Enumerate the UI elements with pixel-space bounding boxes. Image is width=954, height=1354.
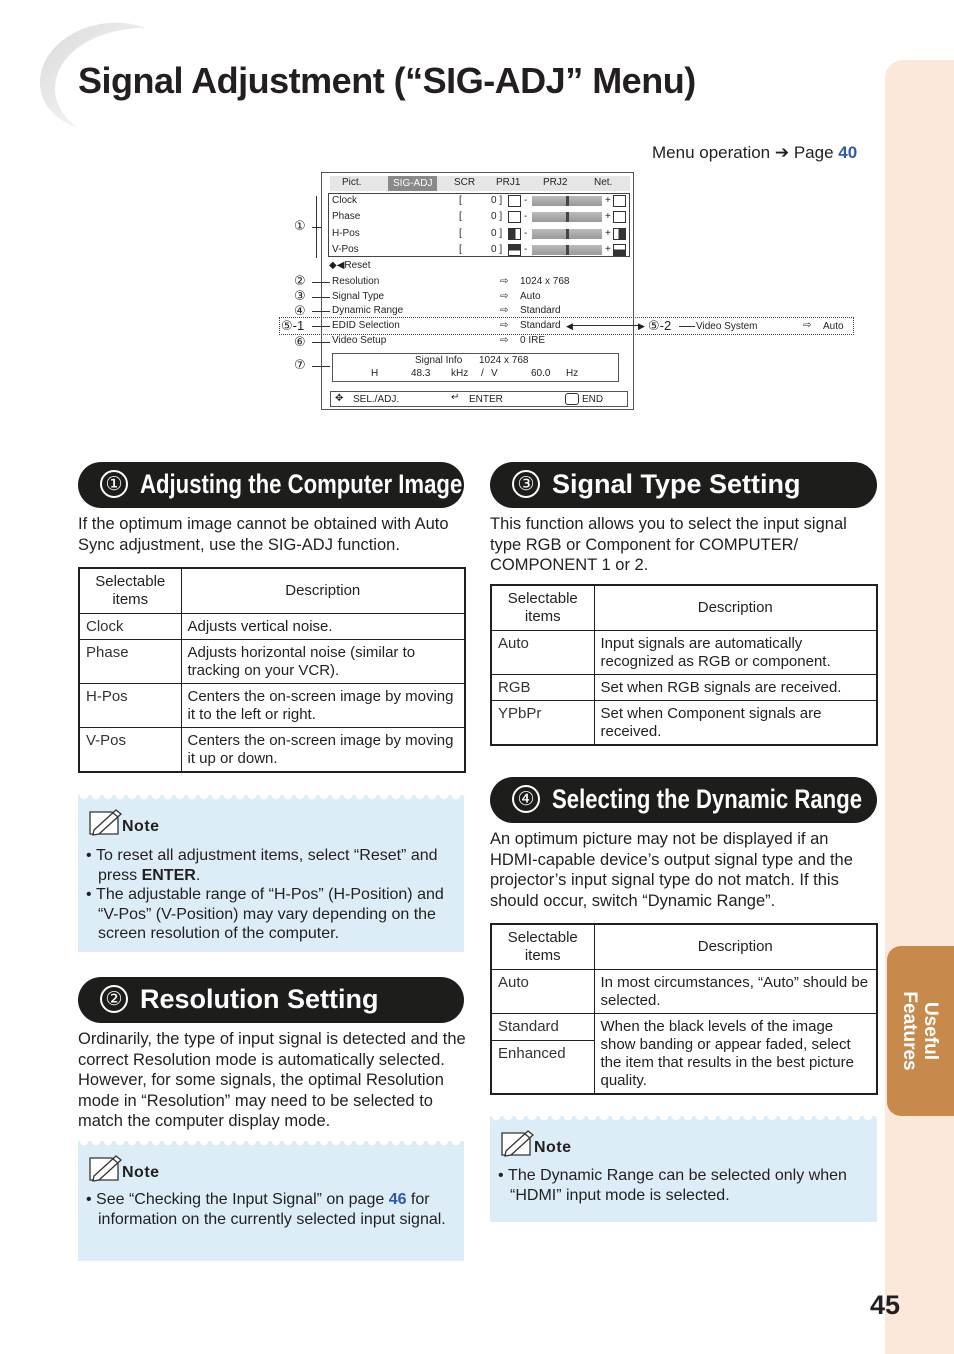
table-cell-desc: In most circumstances, “Auto” should be selected. xyxy=(594,969,877,1013)
note-label: Note xyxy=(122,818,160,835)
clock-icon xyxy=(508,195,521,207)
menu-operation-text: Menu operation ➔ Page xyxy=(652,143,839,162)
item-enhanced: Enhanced xyxy=(498,1044,566,1062)
table-header: Selectable items xyxy=(79,568,181,613)
osd-reset-label: Reset xyxy=(344,260,371,271)
table-header: Selectable items xyxy=(491,924,594,969)
section-1-number: ① xyxy=(100,470,128,498)
osd-bracket: [ xyxy=(459,228,462,239)
osd-minus: - xyxy=(524,244,528,255)
table-header: Description xyxy=(181,568,465,613)
note-label: Note xyxy=(534,1139,572,1156)
section-2-header xyxy=(78,977,464,1023)
note-3-body xyxy=(498,1166,868,1205)
table-cell-desc: Adjusts horizontal noise (similar to tracking on your VCR). xyxy=(181,639,465,683)
pencil-note-icon xyxy=(498,1129,536,1159)
note-text: The adjustable range of “H-Pos” (H-Position) and “V-Pos” (V-Position) may vary depending on the screen resolution of the computer. xyxy=(96,886,444,942)
note-bullet: • To reset all adjustment items, select “Reset” and press ENTER. xyxy=(86,847,438,884)
osd-item-edid-selection: EDID Selection xyxy=(332,320,400,331)
page-link[interactable]: 46 xyxy=(388,1191,407,1208)
table-cell-item: RGB xyxy=(491,674,594,700)
osd-plus: + xyxy=(605,244,611,255)
osd-menu-screen xyxy=(321,172,634,410)
section-2-number: ② xyxy=(100,985,128,1013)
arrow-right-icon: ▶ xyxy=(638,321,645,331)
arrow-right-icon: ⇨ xyxy=(500,305,509,316)
note-border xyxy=(78,795,464,803)
osd-plus: + xyxy=(605,228,611,239)
table-cell-desc: When the black levels of the image show banding or appear faded, select the item that results in the best picture quality. xyxy=(594,1013,877,1094)
table-cell-item: Clock xyxy=(79,613,181,639)
section-1-header xyxy=(78,462,464,508)
table-row xyxy=(491,630,877,674)
double-arrow-line xyxy=(572,325,642,326)
note-bullet: • See “Checking the Input Signal” on page 46 for information on the currently selected input signal. xyxy=(86,1191,446,1228)
table-row xyxy=(79,683,465,727)
callout-5-2 xyxy=(648,318,671,334)
osd-adjust-value: 0 ] xyxy=(491,244,503,255)
arrow-right-icon: ⇨ xyxy=(803,320,812,331)
osd-footer xyxy=(330,391,628,407)
section-4-header xyxy=(490,777,877,823)
table-cell-item: Auto xyxy=(491,630,594,674)
osd-plus: + xyxy=(605,195,611,206)
callout-3: ③ xyxy=(294,288,306,303)
table-cell-desc: Adjusts vertical noise. xyxy=(181,613,465,639)
callout-line xyxy=(312,311,330,312)
callout-line xyxy=(312,326,330,327)
table-row xyxy=(79,727,465,772)
pencil-note-icon xyxy=(86,1154,124,1184)
callout-5-suffix: -1 xyxy=(292,318,305,333)
section-2-title: Resolution Setting xyxy=(140,984,379,1014)
note-2-body xyxy=(86,1190,456,1229)
section-1-table xyxy=(78,567,466,773)
page-number: 45 xyxy=(870,1290,901,1320)
callout-5-suffix: -2 xyxy=(659,318,672,333)
note-label: Note xyxy=(122,1164,160,1181)
callout-line xyxy=(312,282,330,283)
note-bullet: • The adjustable range of “H-Pos” (H-Position) and “V-Pos” (V-Position) may vary depending on the screen resolution of the computer. xyxy=(86,886,444,942)
osd-value-edid-selection: Standard xyxy=(520,320,561,331)
table-cell-desc: Centers the on-screen image by moving it to the left or right. xyxy=(181,683,465,727)
callout-line xyxy=(312,227,322,228)
note-border xyxy=(78,1141,464,1149)
vpos-icon xyxy=(508,244,521,256)
note-text: for information on the currently selected input signal. xyxy=(98,1191,446,1228)
section-3-number: ③ xyxy=(512,470,540,498)
osd-slider-vpos[interactable] xyxy=(532,245,602,255)
phase-icon xyxy=(508,211,521,223)
osd-value-dynamic-range: Standard xyxy=(520,305,561,316)
callout-line xyxy=(679,326,695,327)
osd-tab-pict: Pict. xyxy=(342,177,362,188)
note-1-body xyxy=(86,846,456,944)
section-1-intro: If the optimum image cannot be obtained with Auto Sync adjustment, use the SIG-ADJ function. xyxy=(78,515,449,554)
signal-info-h-unit: kHz xyxy=(451,368,469,379)
callout-bracket xyxy=(316,196,317,258)
section-4-number: ④ xyxy=(512,785,540,813)
osd-item-dynamic-range: Dynamic Range xyxy=(332,305,404,316)
osd-item-resolution: Resolution xyxy=(332,276,380,287)
osd-signal-info-box xyxy=(332,353,619,382)
section-4-title: Selecting the Dynamic Range xyxy=(552,784,863,814)
osd-item-clock: Clock xyxy=(332,195,358,206)
osd-bracket: [ xyxy=(459,195,462,206)
table-cell-item: H-Pos xyxy=(79,683,181,727)
table-cell-item: Phase xyxy=(79,639,181,683)
callout-6: ⑥ xyxy=(294,334,306,349)
enter-icon: ↵ xyxy=(451,392,460,403)
osd-adjust-value: 0 ] xyxy=(491,195,503,206)
note-box-1 xyxy=(78,795,464,952)
osd-footer-end: END xyxy=(582,394,604,405)
arrow-left-icon: ◀ xyxy=(566,321,573,331)
osd-tab-prj2: PRJ2 xyxy=(543,177,568,188)
osd-plus: + xyxy=(605,211,611,222)
note-text: See “Checking the Input Signal” on page xyxy=(96,1191,389,1208)
osd-tab-sig-adj: SIG-ADJ xyxy=(388,176,437,191)
hpos-icon xyxy=(508,228,521,240)
table-header: Description xyxy=(594,924,877,969)
side-strip xyxy=(885,60,954,1354)
osd-minus: - xyxy=(524,195,528,206)
table-cell-desc: Input signals are automatically recognized as RGB or component. xyxy=(594,630,877,674)
video-system-label: Video System xyxy=(696,321,758,332)
table-row xyxy=(491,674,877,700)
osd-slider-phase[interactable] xyxy=(532,212,602,222)
table-cell-desc: Set when RGB signals are received. xyxy=(594,674,877,700)
osd-footer-enter: ENTER xyxy=(469,394,503,405)
osd-item-vpos: V-Pos xyxy=(332,244,359,255)
osd-bracket: [ xyxy=(459,211,462,222)
callout-2: ② xyxy=(294,273,306,288)
callout-7: ⑦ xyxy=(294,357,306,372)
table-cell-desc: Centers the on-screen image by moving it up or down. xyxy=(181,727,465,772)
table-cell-desc: Set when Component signals are received. xyxy=(594,700,877,745)
signal-info-label: Signal Info xyxy=(415,355,463,366)
osd-minus: - xyxy=(524,228,528,239)
osd-value-signal-type: Auto xyxy=(520,291,541,302)
callout-line xyxy=(312,342,330,343)
note-border xyxy=(490,1116,877,1124)
osd-minus: - xyxy=(524,211,528,222)
pencil-note-icon xyxy=(86,808,124,838)
table-header: Description xyxy=(594,585,877,630)
osd-value-video-setup: 0 IRE xyxy=(520,335,546,346)
table-row xyxy=(79,613,465,639)
signal-info-v-label: V xyxy=(491,368,498,379)
osd-slider-hpos[interactable] xyxy=(532,229,602,239)
video-system-value: Auto xyxy=(823,321,844,332)
section-3-intro: This function allows you to select the input signal type RGB or Component for COMPUTER/ COMPONENT 1 or 2. xyxy=(490,515,847,574)
section-4-table xyxy=(490,923,878,1095)
osd-item-signal-type: Signal Type xyxy=(332,291,385,302)
callout-line xyxy=(312,366,330,367)
note-box-3 xyxy=(490,1116,877,1222)
signal-info-resolution: 1024 x 768 xyxy=(479,355,529,366)
table-cell-item: V-Pos xyxy=(79,727,181,772)
phase-icon xyxy=(613,211,626,223)
dpad-icon: ✥ xyxy=(335,393,344,404)
note-text: The Dynamic Range can be selected only when “HDMI” input mode is selected. xyxy=(508,1167,847,1204)
page-title: Signal Adjustment (“SIG-ADJ” Menu) xyxy=(78,60,696,101)
vpos-icon xyxy=(613,244,626,256)
callout-line xyxy=(312,297,330,298)
osd-item-phase: Phase xyxy=(332,211,361,222)
section-3-table xyxy=(490,584,878,746)
note-text: To reset all adjustment items, select “Reset” and press xyxy=(96,847,438,884)
arrow-right-icon: ⇨ xyxy=(500,320,509,331)
signal-info-h-label: H xyxy=(371,368,379,379)
osd-value-resolution: 1024 x 768 xyxy=(520,276,570,287)
signal-info-h-value: 48.3 xyxy=(411,368,431,379)
osd-bracket: [ xyxy=(459,244,462,255)
osd-tab-net: Net. xyxy=(594,177,613,188)
signal-info-separator: / xyxy=(481,368,484,379)
menu-operation-page-link[interactable]: 40 xyxy=(838,143,858,162)
note-box-2 xyxy=(78,1141,464,1261)
note-bullet: • The Dynamic Range can be selected only when “HDMI” input mode is selected. xyxy=(498,1167,847,1204)
section-1-title: Adjusting the Computer Image xyxy=(140,469,463,499)
section-2-intro: Ordinarily, the type of input signal is detected and the correct Resolution mode is automatically selected. However, for some signals, the optimal Resolution mode in “Resolution” may need to be selected to match the computer display mode. xyxy=(78,1030,466,1130)
callout-5-1 xyxy=(281,318,304,334)
side-tab-label xyxy=(899,991,941,1070)
table-cell-item xyxy=(491,1013,594,1094)
arrow-right-icon: ⇨ xyxy=(500,291,509,302)
section-4-intro: An optimum picture may not be displayed if an HDMI-capable device’s output signal type and the projector’s input signal type do not match. If this should occur, switch “Dynamic Range”. xyxy=(490,830,853,910)
item-standard: Standard xyxy=(492,1014,594,1041)
signal-info-v-unit: Hz xyxy=(566,368,579,379)
callout-5-num: ⑤ xyxy=(281,318,293,333)
osd-item-video-setup: Video Setup xyxy=(332,335,387,346)
table-cell-item: Auto xyxy=(491,969,594,1013)
section-3-header xyxy=(490,462,877,508)
reset-icon: ◆◀ xyxy=(329,260,345,271)
callout-4: ④ xyxy=(294,303,306,318)
table-cell-item: YPbPr xyxy=(491,700,594,745)
section-3-title: Signal Type Setting xyxy=(552,469,801,499)
clock-icon xyxy=(613,195,626,207)
arrow-right-icon: ⇨ xyxy=(500,276,509,287)
signal-info-v-value: 60.0 xyxy=(531,368,551,379)
table-row xyxy=(491,700,877,745)
side-tab-line-1: Useful xyxy=(920,1001,941,1061)
osd-tab-scr: SCR xyxy=(454,177,476,188)
osd-reset-row[interactable] xyxy=(329,260,371,271)
table-row xyxy=(491,969,877,1013)
table-row xyxy=(491,1013,877,1094)
table-row xyxy=(79,639,465,683)
side-tab-line-2: Features xyxy=(899,991,920,1071)
end-icon xyxy=(565,393,579,405)
hpos-icon xyxy=(613,228,626,240)
menu-operation-ref xyxy=(652,143,857,163)
table-header: Selectable items xyxy=(491,585,594,630)
osd-footer-sel: SEL./ADJ. xyxy=(353,394,400,405)
callout-1: ① xyxy=(294,218,306,233)
callout-5-num: ⑤ xyxy=(648,318,660,333)
osd-tab-prj1: PRJ1 xyxy=(496,177,521,188)
note-bold-text: ENTER xyxy=(141,866,196,884)
arrow-right-icon: ⇨ xyxy=(500,335,509,346)
osd-tab-bar xyxy=(330,176,630,191)
osd-adjust-value: 0 ] xyxy=(491,211,503,222)
osd-item-hpos: H-Pos xyxy=(332,228,360,239)
osd-slider-clock[interactable] xyxy=(532,196,602,206)
osd-adjust-value: 0 ] xyxy=(491,228,503,239)
note-text: . xyxy=(195,866,201,884)
